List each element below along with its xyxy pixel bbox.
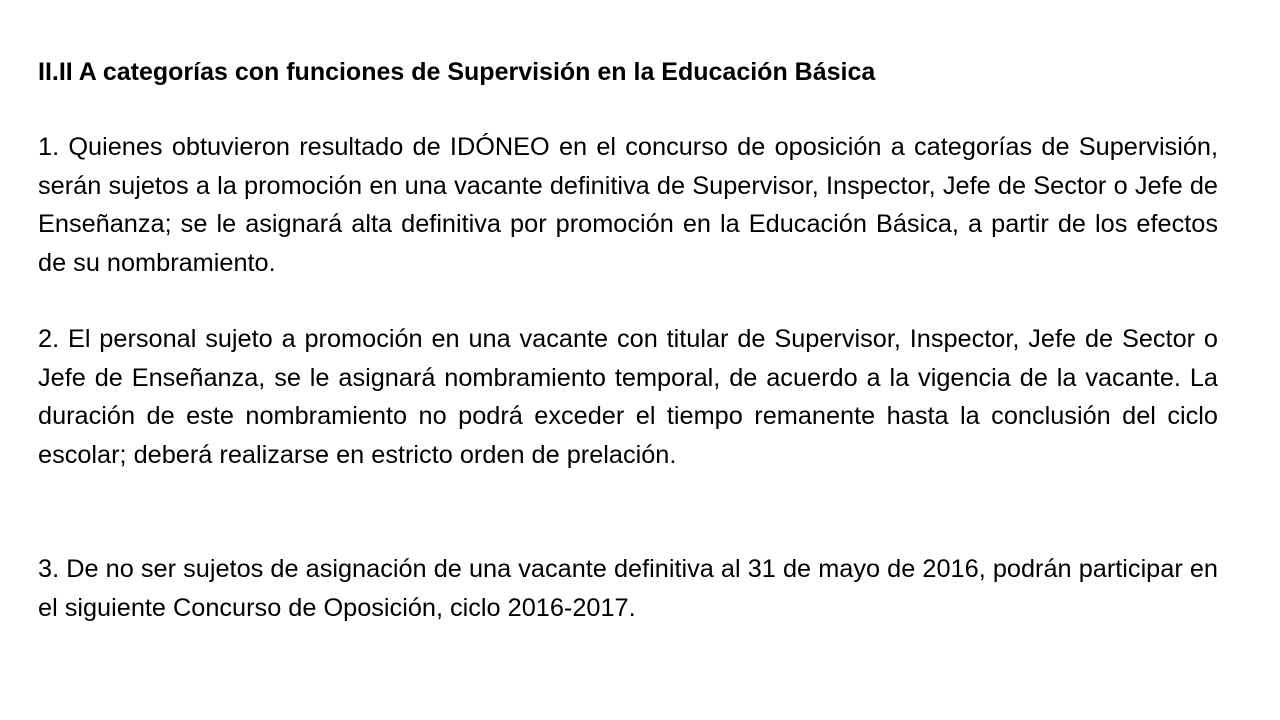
paragraph-3: 3. De no ser sujetos de asignación de una vacante definitiva al 31 de mayo de 2016, podrán participar en el siguiente Concurso de Oposición, ciclo 2016-2017. xyxy=(38,555,1218,622)
paragraph-1: 1. Quienes obtuvieron resultado de IDÓNEO en el concurso de oposición a categorías de Supervisión, serán sujetos a la promoción en una vacante definitiva de Supervisor, Inspector, Jefe de Sector o Jefe de Enseñanza; se le asignará alta definitiva por promoción en la Educación Básica, a partir de los efectos de su nombramiento. xyxy=(38,133,1218,277)
section-heading: II.II A categorías con funciones de Supervisión en la Educación Básica xyxy=(38,58,876,86)
paragraph-2: 2. El personal sujeto a promoción en una vacante con titular de Supervisor, Inspector, Jefe de Sector o Jefe de Enseñanza, se le asignará nombramiento temporal, de acuerdo a la vigencia de la vacante. La duración de este nombramiento no podrá exceder el tiempo remanente hasta la conclusión del ciclo escolar; deberá realizarse en estricto orden de prelación. xyxy=(38,325,1218,469)
